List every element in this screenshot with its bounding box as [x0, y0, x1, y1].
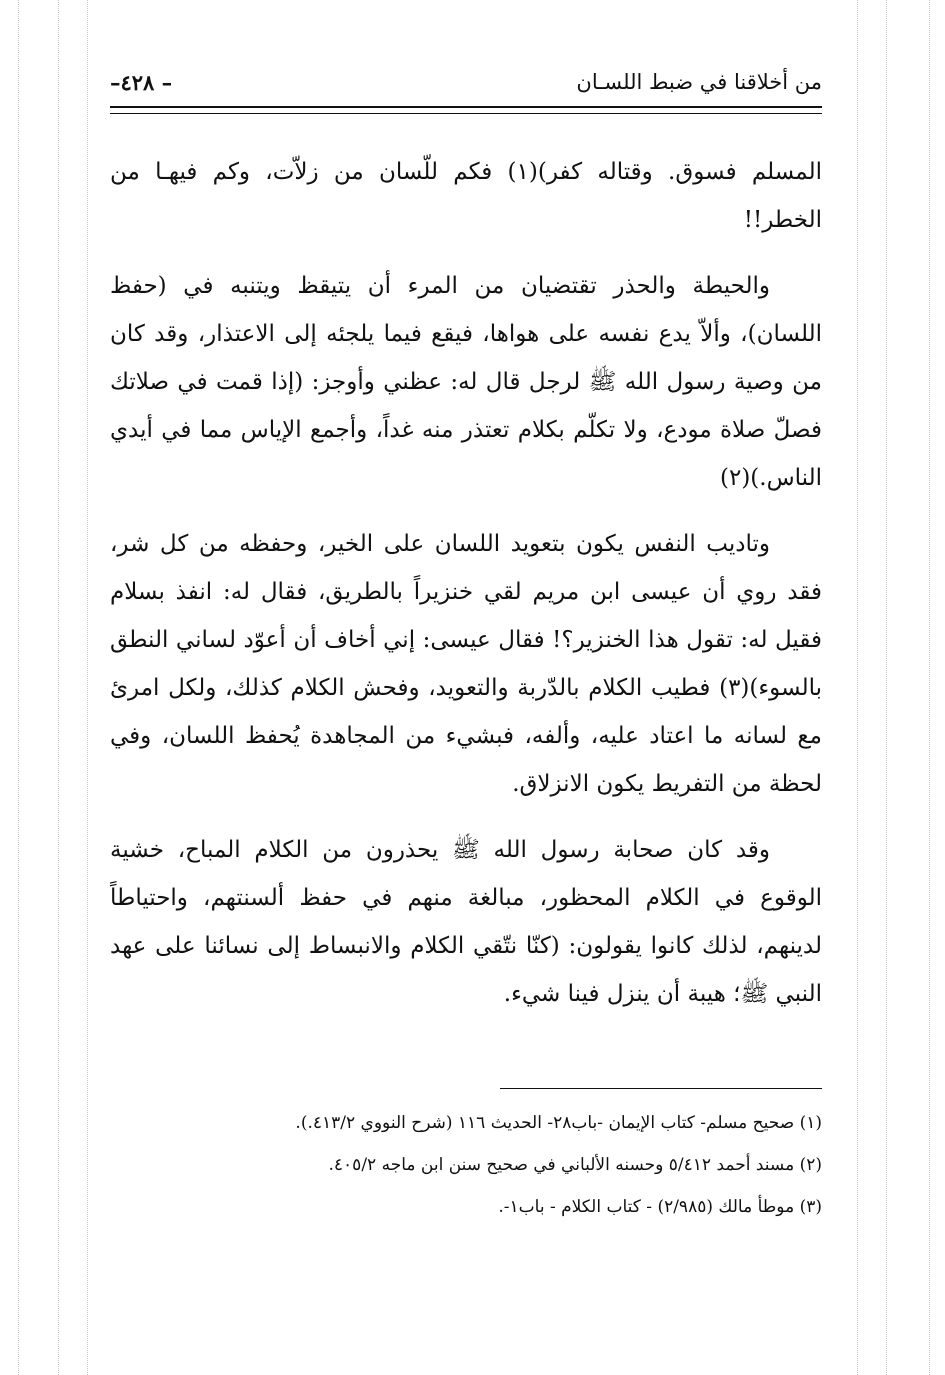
running-title: من أخلاقنا في ضبط اللسـان	[576, 70, 822, 94]
page-number: – ٤٢٨–	[110, 70, 173, 95]
main-text	[110, 148, 822, 1036]
header-rule-thick	[110, 106, 822, 108]
paragraph: وتاديب النفس يكون بتعويد اللسان على الخير، وحفظه من كل شر، فقد روي أن عيسى ابن مريم لقي خنزيراً بالطريق، فقال له: انفذ بسلام فقيل له: تقول هذا الخنزير؟! فقال عيسى: إني أخاف أن أعوّد لساني النطق بالسوء)(٣) فطيب الكلام بالدّربة والتعويد، وفحش الكلام كذلك، ولكل امرئ مع لسانه ما اعتاد عليه، وألفه، فبشيء من المجاهدة يُحفظ اللسان، وفي لحظة من التفريط يكون الانزلاق.	[110, 531, 822, 797]
footnote: (١) صحيح مسلم- كتاب الإيمان -باب٢٨- الحديث ١١٦ (شرح النووي ٤١٣/٢.).	[295, 1113, 822, 1133]
paragraph: وقد كان صحابة رسول الله ﷺ يحذرون من الكلام المباح، خشية الوقوع في الكلام المحظور، مبالغة منهم في حفظ ألسنتهم، واحتياطاً لدينهم، لذلك كانوا يقولون: (كنّا نتّقي الكلام والانبساط إلى نسائنا على عهد النبي ﷺ؛ هيبة أن ينزل فينا شيء.	[110, 837, 822, 1007]
footnote-separator	[500, 1088, 822, 1089]
scan-guide-line	[58, 0, 59, 1375]
footnote: (٢) مسند أحمد ٥/٤١٢ وحسنه الألباني في صحيح سنن ابن ماجه ٤٠٥/٢.	[328, 1155, 822, 1175]
page-header	[110, 66, 822, 106]
scan-guide-line	[18, 0, 19, 1375]
header-rule-thin	[110, 113, 822, 114]
scan-guide-line	[87, 0, 88, 1375]
paragraph: المسلم فسوق. وقتاله كفر)(١) فكم للّسان من زلاّت، وكم فيهـا من الخطر!!	[110, 159, 823, 233]
scan-guide-line	[886, 0, 887, 1375]
footnotes	[110, 1104, 822, 1230]
scan-guide-line	[857, 0, 858, 1375]
footnote: (٣) موطأ مالك (٢/٩٨٥) - كتاب الكلام - باب١-.	[498, 1197, 822, 1217]
scan-guide-line	[929, 0, 930, 1375]
paragraph: والحيطة والحذر تقتضيان من المرء أن يتيقظ ويتنبه في (حفظ اللسان)، وألاّ يدع نفسه على هواها، فيقع فيما يلجئه إلى الاعتذار، وقد كان من وصية رسول الله ﷺ لرجل قال له: عظني وأوجز: (إذا قمت في صلاتك فصلّ صلاة مودع، ولا تكلّم بكلام تعتذر منه غداً، وأجمع الإياس مما في أيدي الناس.)(٢)	[110, 273, 822, 491]
